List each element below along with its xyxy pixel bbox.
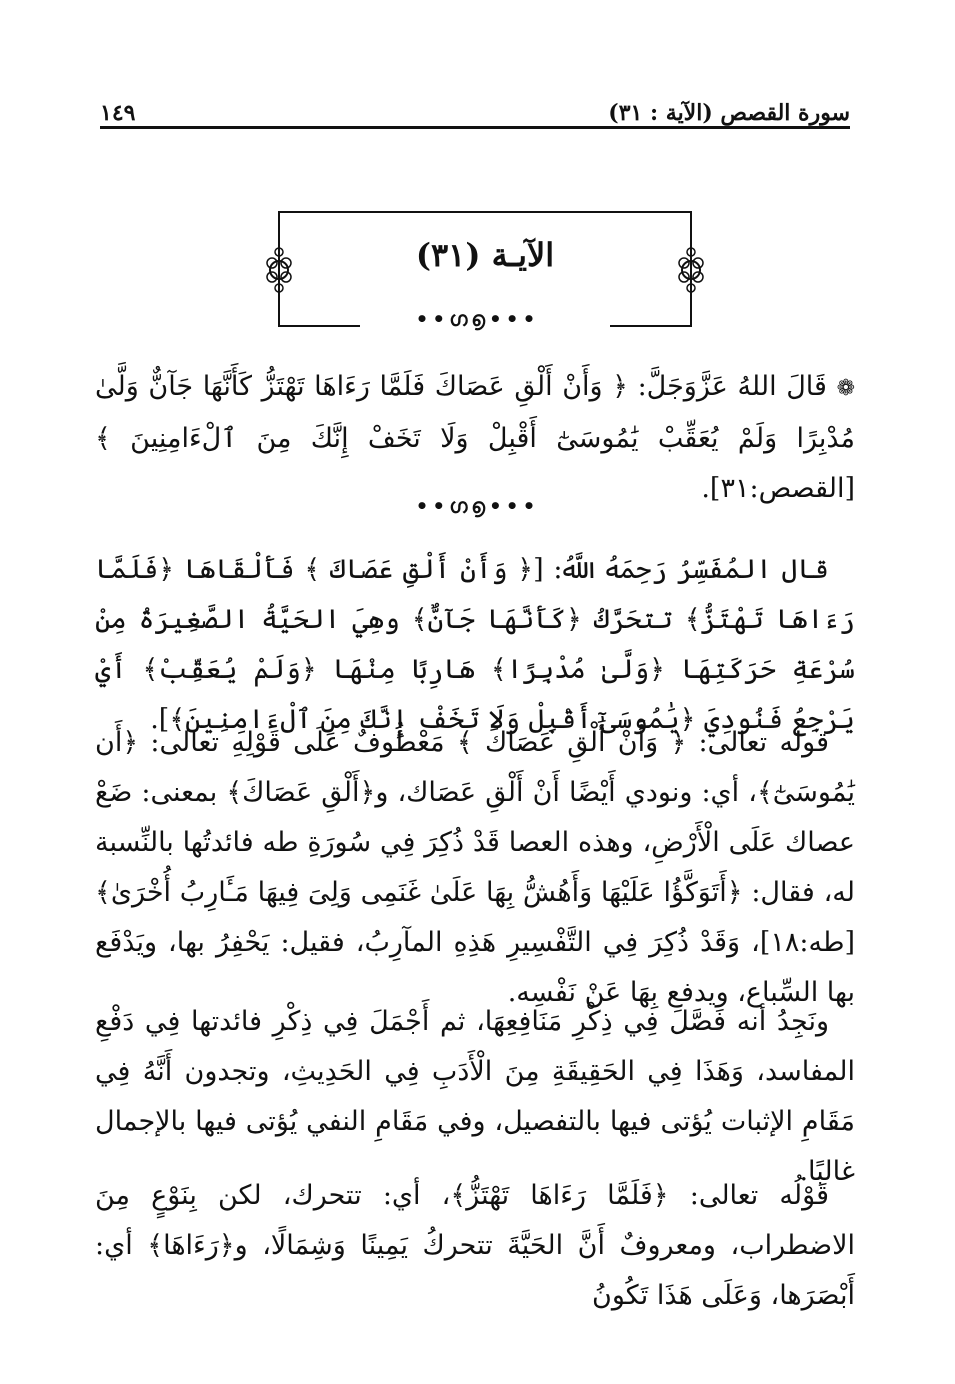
running-title: سورة القصص (الآية : ٣١) — [608, 100, 850, 126]
header-rule — [100, 126, 850, 129]
flower-bullet-icon: ❁ — [836, 376, 855, 401]
commentary-paragraph — [95, 1171, 855, 1321]
ornament-divider: •••ഗ൭•• — [415, 494, 540, 518]
section-title: الآيـة (٣١) — [415, 236, 555, 274]
verse-text: قَالَ اللهُ عَزَّوَجَلَّ: ﴿ وَأَنْ أَلْقِ عَصَاكَ فَلَمَّا رَءَاهَا تَهْتَزُّ كَأَنَّهَا جَآنٌّ وَلَّىٰ مُدْبِرًا وَلَمْ يُعَقِّبْ يَٰمُوسَىٰٓ أَقْبِلْ وَلَا تَخَفْ إِنَّكَ مِنَ ٱلْءَامِنِينَ ﴾ [القصص:٣١]. — [95, 371, 855, 504]
page-number: ١٤٩ — [100, 100, 136, 126]
verse-paragraph — [95, 362, 855, 514]
commentary-paragraph — [95, 718, 855, 1018]
paragraph-text: ونَجِدُ أنه فَصَّلَ فِي ذِكْرِ مَنَافِعِهَا، ثم أَجْمَلَ فِي ذِكْرِ فائدتها فِي دَفْعِ المفاسد، وَهَذَا فِي الحَقِيقَةِ مِنَ الْأَدَبِ فِي الحَدِيثِ، وتجدون أَنَّهُ فِي مَقَامِ الإثبات يُؤتى فيها بالتفصيل، وفي مَقَامِ النفي يُؤتى فيها بالإجمال غالبًا. — [95, 1006, 855, 1187]
page-header — [100, 92, 850, 126]
commentary-paragraph — [95, 545, 855, 745]
paragraph-text: قال المُفَسِّرُ رَحِمَهُ اللَّهُ: [﴿ وَأَنْ أَلْقِ عَصَاكَ ﴾ فَأَلْقَاهَا ﴿فَلَمَّا رَءَاهَا تَهْتَزُّ﴾ تتحَرَّكُ ﴿كَأَنَّهَا جَآنٌّ﴾ وهِيَ الحَيَّةُ الصَّغِيرَةُ مِنْ سُرْعَةِ حَرَكَتِهَا ﴿وَلَّىٰ مُدْبِرًا﴾ هَارِبًا مِنْهَا ﴿وَلَمْ يُعَقِّبْ﴾ أَيْ يَرْجِعُ فَنُودِيَ ﴿يَٰمُوسَىٰٓ أَقْبِلْ وَلَا تَخَفْ إِنَّكَ مِنَ ٱلْءَامِنِينَ﴾]. — [95, 554, 855, 735]
ornament-divider: •••ഗ൭•• — [415, 307, 540, 331]
paragraph-text: قوله تعالى: ﴿ وَأَنْ أَلْقِ عَصَاكَ ﴾ مَعْطُوفٌ عَلَى قَوْلِهِ تعالى: ﴿أَن يَٰمُوسَىٰٓ﴾، أي: ونودي أَيْضًا أَنْ أَلْقِ عَصَاك، و﴿أَلْقِ عَصَاكَ﴾ بمعنى: ضَعْ عصاك عَلَى الْأَرْضِ، وهذه العصا قَدْ ذُكِرَ فِي سُورَةِ طه فائدتُها بالنِّسبة له، فقال: ﴿أَتَوَكَّؤُا عَلَيْهَا وَأَهُشُّ بِهَا عَلَىٰ غَنَمِى وَلِىَ فِيهَا مَـَٔارِبُ أُخْرَىٰ﴾ [طه:١٨]، وَقَدْ ذُكِرَ فِي التَّفْسِيرِ هَذِهِ المآرِبُ، فقيل: يَحْفِرُ بها، ويَدْفَع بها السِّباع، ويدفع بِهَا عَنْ نَفْسِه. — [95, 727, 855, 1008]
commentary-paragraph — [95, 997, 855, 1197]
paragraph-text: قَوْلُه تعالى: ﴿فَلَمَّا رَءَاهَا تَهْتَزُّ﴾، أي: تتحرك، لكن بِنَوْعٍ مِنَ الاضطراب، ومعروفٌ أَنَّ الحَيَّةَ تتحركُ يَمِينًا وَشِمَالًا، و﴿رَءَاهَا﴾ أي: أَبْصَرَها، وَعَلَى هَذَا تَكُونُ — [95, 1180, 855, 1311]
